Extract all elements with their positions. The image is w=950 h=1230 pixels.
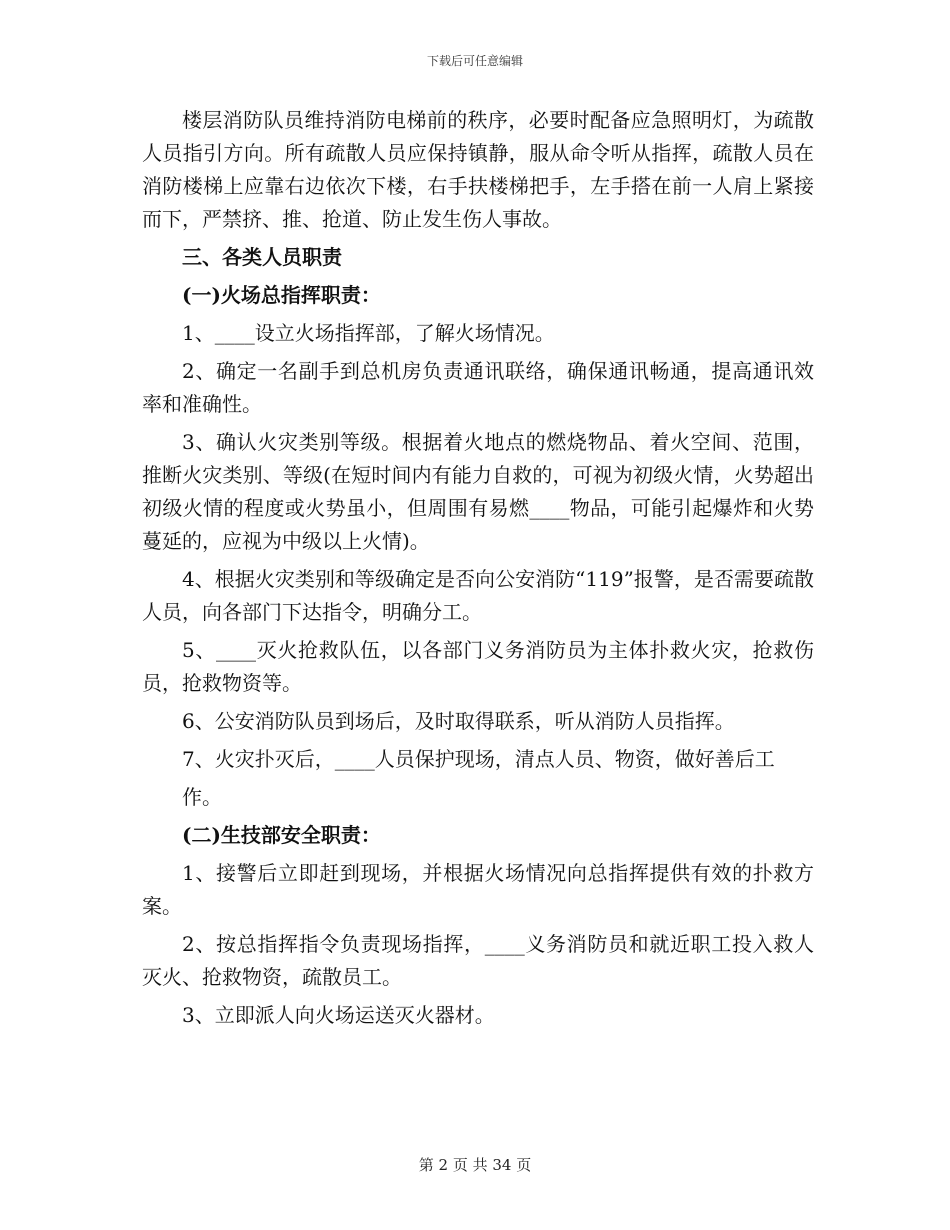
list-item-continuation: 作。 (182, 785, 222, 809)
document-body (142, 104, 814, 1037)
list-item: 1、接警后立即赶到现场，并根据火场情况向总指挥提供有效的扑救方案。 (142, 861, 814, 918)
list-item: 6、公安消防队员到场后，及时取得联系，听从消防人员指挥。 (182, 709, 735, 733)
list-item: 5、____灭火抢救队伍，以各部门义务消防员为主体扑救火灾，抢救伤员，抢救物资等。 (142, 638, 814, 695)
list-item: 1、____设立火场指挥部，了解火场情况。 (182, 321, 555, 345)
list-item: 7、火灾扑灭后，____人员保护现场，清点人员、物资，做好善后工 (182, 747, 775, 771)
page-number: 第 2 页 共 34 页 (418, 1156, 532, 1174)
list-item: 4、根据火灾类别和等级确定是否向公安消防“119”报警，是否需要疏散人员，向各部门下达指令，明确分工。 (142, 567, 814, 624)
list-item: 2、按总指挥指令负责现场指挥，____义务消防员和就近职工投入救人灭火、抢救物资，疏散员工。 (142, 932, 814, 989)
list-item: 3、确认火灾类别等级。根据着火地点的燃烧物品、着火空间、范围，推断火灾类别、等级(在短时间内有能力自救的，可视为初级火情，火势超出初级火情的程度或火势虽小，但周围有易燃____物品，可能引起爆炸和火势蔓延的，应视为中级以上火情)。 (142, 430, 814, 553)
subsection-heading: (一)火场总指挥职责： (182, 283, 381, 307)
section-heading: 三、各类人员职责 (182, 245, 342, 269)
list-item: 2、确定一名副手到总机房负责通讯联络，确保通讯畅通，提高通讯效率和准确性。 (142, 359, 814, 416)
page-header-note: 下载后可任意编辑 (426, 54, 523, 68)
subsection-heading: (二)生技部安全职责： (182, 823, 381, 847)
list-item: 3、立即派人向火场运送灭火器材。 (182, 1003, 495, 1027)
paragraph: 楼层消防队员维持消防电梯前的秩序，必要时配备应急照明灯，为疏散人员指引方向。所有疏散人员应保持镇静，服从命令听从指挥，疏散人员在消防楼梯上应靠右边依次下楼，右手扶楼梯把手，左手搭在前一人肩上紧接而下，严禁挤、推、抢道、防止发生伤人事故。 (142, 108, 814, 231)
